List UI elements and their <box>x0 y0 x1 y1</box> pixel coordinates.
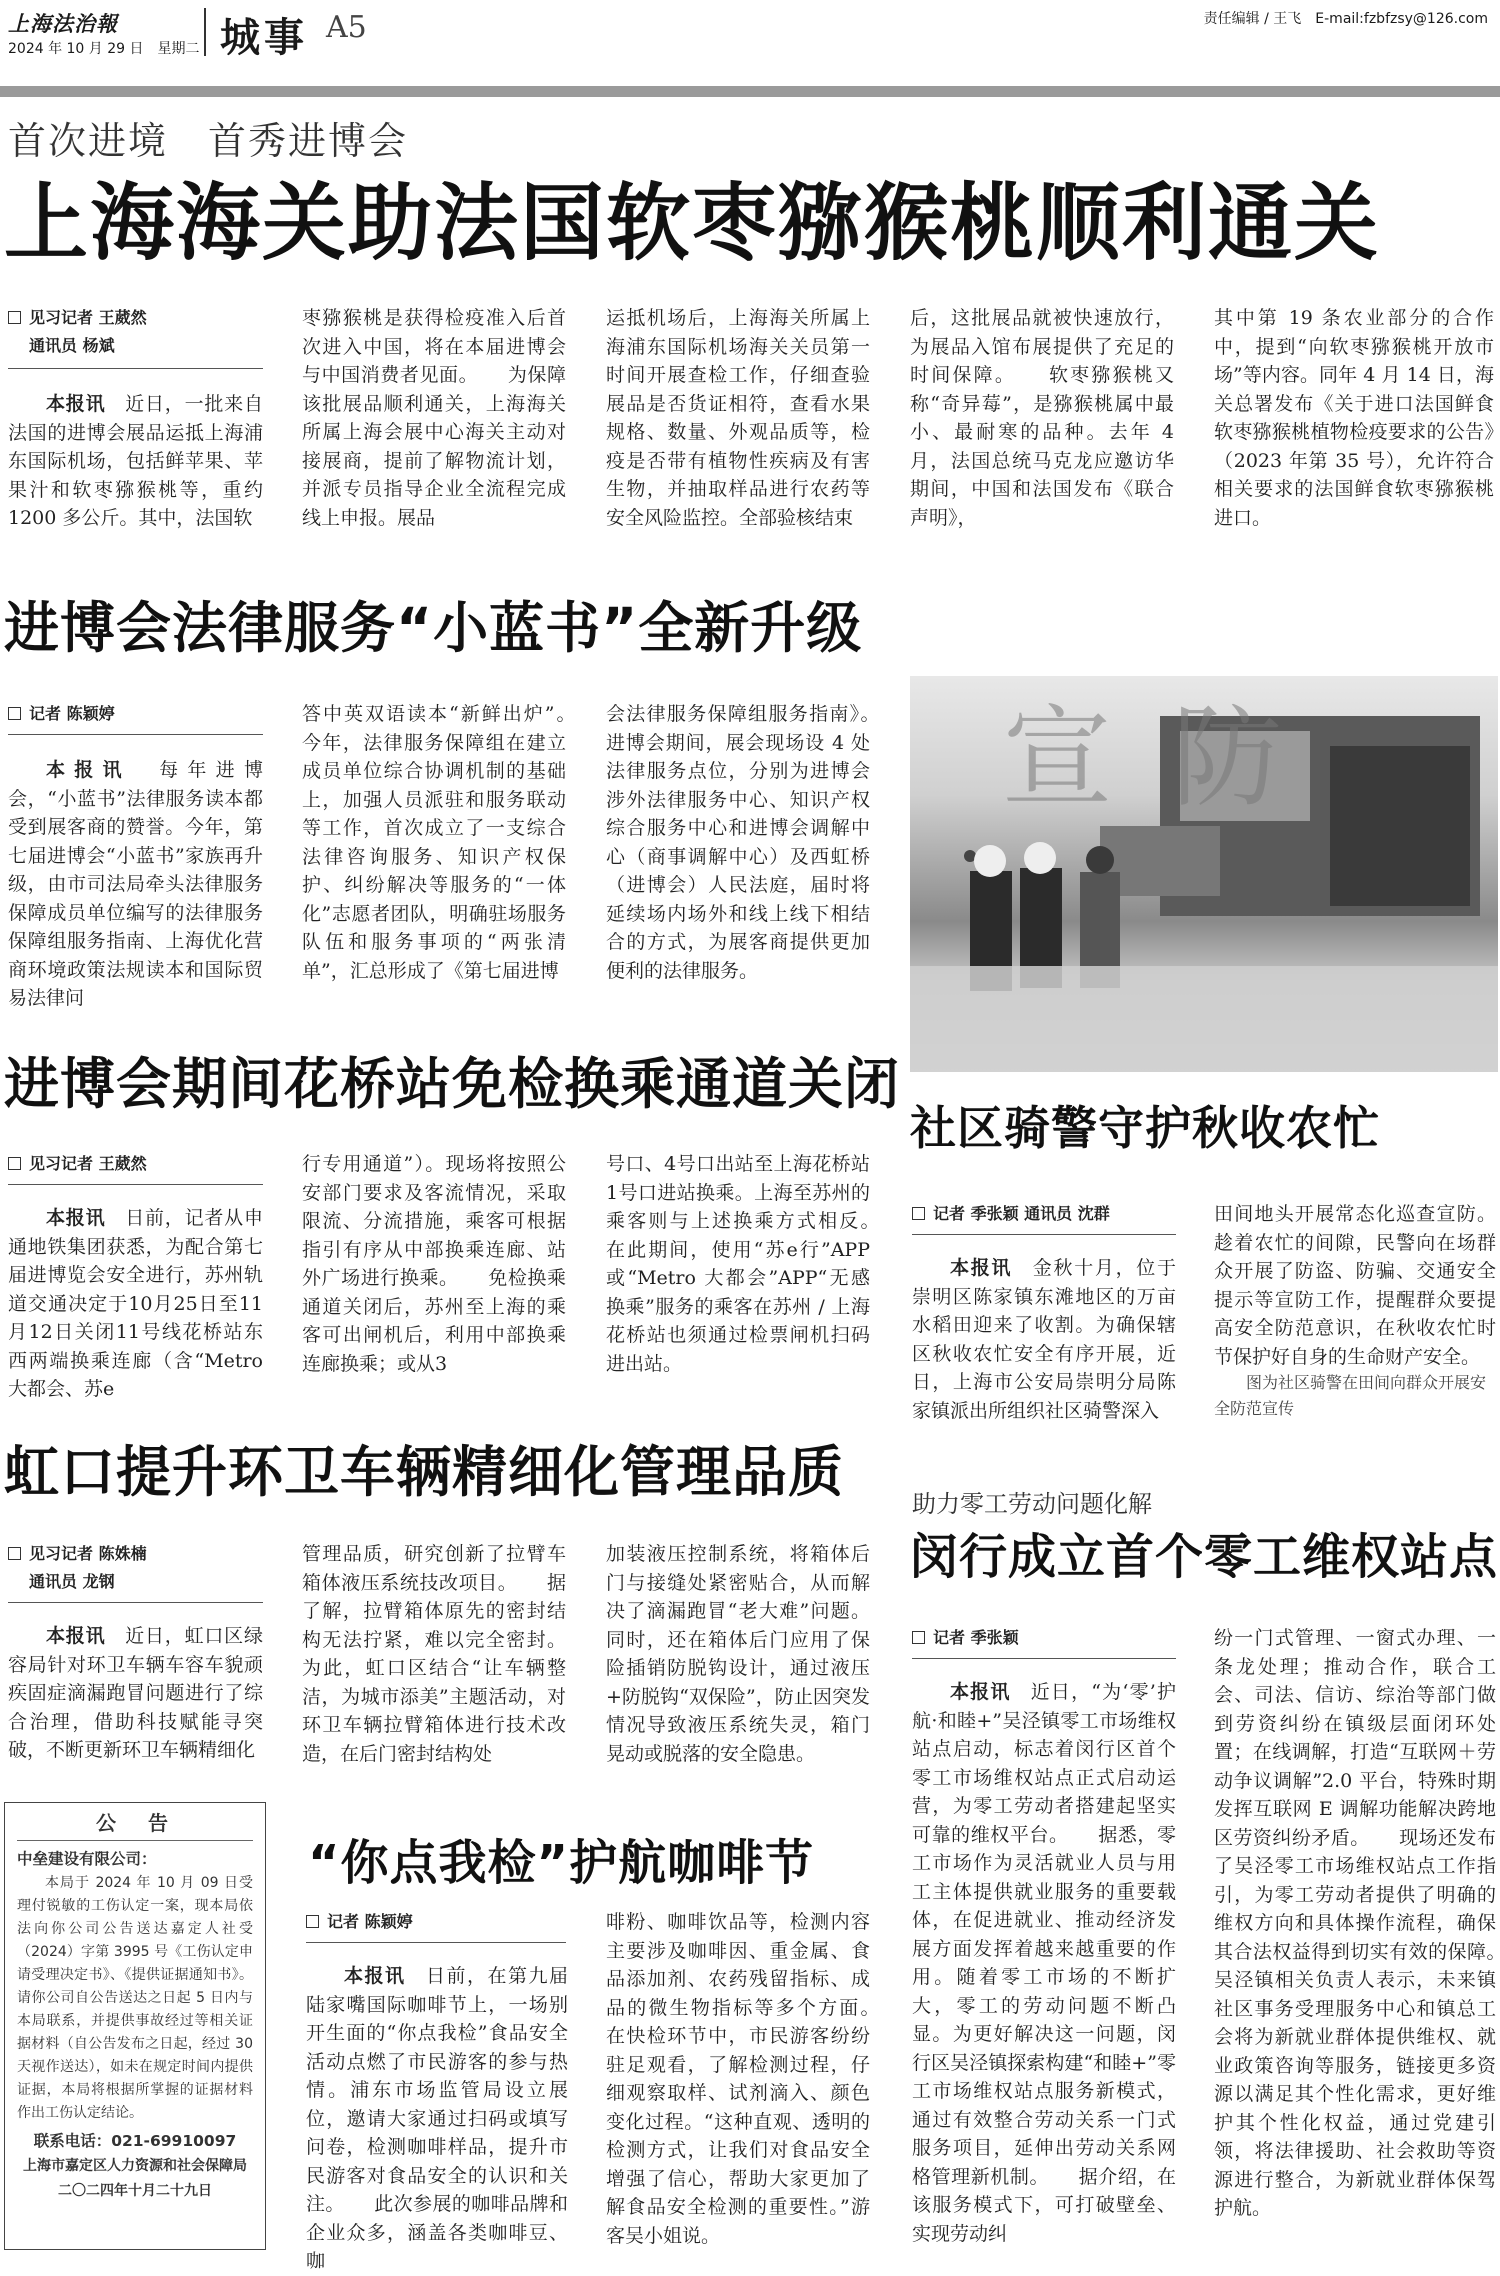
a3-col1: 本报讯 日前，记者从申通地铁集团获悉，为配合第七届进博览会安全进行，苏州轨道交通决定于10月25日至11月12日关闭11号线花桥站东西两端换乘连廊（含“Metro大都会、苏e <box>8 1207 263 1400</box>
square-icon <box>8 311 21 324</box>
header-rule <box>0 86 1500 97</box>
a2-byline: 记者 陈颖婷 <box>8 700 115 728</box>
a4-col1: 本报讯 近日，虹口区绿容局针对环卫车辆车容车貌顽疾固症滴漏跑冒问题进行了综合治理，借助科技赋能寻突破，不断更新环卫车辆精细化 <box>8 1625 263 1761</box>
a2-col1: 本报讯 每年进博会，“小蓝书”法律服务读本都受到展客商的赞誉。今年，第七届进博会“小蓝书”家族再升级，由市司法局牵头法律服务保障成员单位编写的法律服务保障组服务指南、上海优化营商环境政策法规读本和国际贸易法律问 <box>8 759 263 1009</box>
a4-byline: 见习记者 陈姝楠 通讯员 龙钢 <box>8 1540 147 1596</box>
a6-col2: 田间地头开展常态化巡查宣防。趁着农忙的间隙，民警向在场群众开展了防盗、防骗、交通安全提示等宣防工作，提醒群众要提高安全防范意识，在秋收农忙时节保护好自身的生命财产安全。 <box>1214 1203 1496 1368</box>
page-number: A5 <box>326 10 367 45</box>
byline-rule <box>8 734 263 735</box>
public-notice <box>4 1802 266 2250</box>
square-icon <box>8 707 21 720</box>
notice-body: 本局于 2024 年 10 月 09 日受理付锐敏的工伤认定一案，现本局依法向你公司公告送达嘉定人社受（2024）字第 3995 号《工伤认定申请受理决定书》、《提供证据通知书》。请你公司自公告送达之日起 5 日内与本局联系，并提供事故经过等相关证据材料（自公告发布之日起，经过 30 天视作送达），如未在规定时间内提供证据，本局将根据所掌握的证据材料作出工伤认定结论。 <box>17 1875 253 2121</box>
a3-col3: 号口、4号口出站至上海花桥站1号口进站换乘。上海至苏州的乘客则与上述换乘方式相反。 在此期间，使用“苏e行”APP 或“Metro 大都会”APP“无感换乘”服务的乘客在苏州 / 上海花桥站也须通过检票闸机扫码进出站。 <box>606 1153 909 1375</box>
header-divider <box>204 8 206 56</box>
square-icon <box>8 1157 21 1170</box>
notice-title: 公 告 <box>17 1811 253 1841</box>
a6-headline: 社区骑警守护秋收农忙 <box>910 1101 1380 1155</box>
a1-kicker: 首次进境 首秀进博会 <box>8 119 409 163</box>
a7-headline: 闵行成立首个零工维权站点 <box>910 1529 1499 1585</box>
photo-caption: 图为社区骑警在田间向群众开展安全防范宣传 <box>1214 1373 1487 1418</box>
byline-rule <box>306 1942 566 1943</box>
news-photo <box>910 676 1498 1072</box>
editor-info: 责任编辑 / 王飞 E-mail:fzbfzsy@126.com <box>1203 11 1488 27</box>
notice-org: 上海市嘉定区人力资源和社会保障局 <box>23 2158 247 2174</box>
byline-rule <box>912 1234 1176 1235</box>
section-name: 城事 <box>220 14 308 61</box>
a1-headline: 上海海关助法国软枣猕猴桃顺利通关 <box>4 174 1381 272</box>
a5-headline: “你点我检”护航咖啡节 <box>308 1835 815 1891</box>
issue-date: 2024 年 10 月 29 日 星期二 <box>8 41 200 57</box>
a1-col4: 后，这批展品就被快速放行，为展品入馆布展提供了充足的时间保障。 软枣猕猴桃又称“奇异莓”，是猕猴桃属中最小、最耐寒的品种。去年 4 月，法国总统马克龙应邀访华期间，中国和法国发布《联合声明》， <box>910 307 1174 529</box>
a3-headline: 进博会期间花桥站免检换乘通道关闭 <box>4 1052 901 1116</box>
a1-col2: 枣猕猴桃是获得检疫准入后首次进入中国，将在本届进博会与中国消费者见面。 为保障该批展品顺利通关，上海海关所属上海会展中心海关主动对接展商，提前了解物流计划，并派专员指导企业全流程完成线上申报。展品 <box>302 307 566 529</box>
byline-rule <box>8 1184 263 1185</box>
byline-rule <box>8 1602 263 1603</box>
a3-col2: 行专用通道”）。现场将按照公安部门要求及客流情况，采取限流、分流措施，乘客可根据指引有序从中部换乘连廊、站外广场进行换乘。 免检换乘通道关闭后，苏州至上海的乘客可出闸机后，利用中部换乘连廊换乘；或从3 <box>302 1153 566 1375</box>
square-icon <box>912 1631 925 1644</box>
a4-headline: 虹口提升环卫车辆精细化管理品质 <box>4 1440 845 1504</box>
a2-col3: 会法律服务保障组服务指南》。 进博会期间，展会现场设 4 处法律服务点位，分别为进博会涉外法律服务中心、知识产权综合服务中心和进博会调解中心（商事调解中心）及西虹桥（进博会）人民法庭，届时将延续场内场外和线上线下相结合的方式，为展客商提供更加便利的法律服务。 <box>606 703 909 982</box>
masthead-logo: 上海法治報 <box>8 11 118 36</box>
a7-kicker: 助力零工劳动问题化解 <box>912 1490 1152 1518</box>
notice-phone: 联系电话：021-69910097 <box>33 2132 237 2150</box>
a5-col1: 本报讯 日前，在第九届陆家嘴国际咖啡节上，一场别开生面的“你点我检”食品安全活动点燃了市民游客的参与热情。浦东市场监管局设立展位，邀请大家通过扫码或填写问卷，检测咖啡样品，提升市民游客对食品安全的认识和关注。 此次参展的咖啡品牌和企业众多，涵盖各类咖啡豆、咖 <box>306 1965 568 2272</box>
a7-col1: 本报讯 近日，“为‘零’护航·和睦+”吴泾镇零工市场维权站点启动，标志着闵行区首个零工市场维权站点正式启动运营，为零工劳动者搭建起坚实可靠的维权平台。 据悉，零工市场作为灵活就业人员与用工主体提供就业服务的重要载体，在促进就业、推动经济发展方面发挥着越来越重要的作用。随着零工市场的不断扩大，零工的劳动问题不断凸显。为更好解决这一问题，闵行区吴泾镇探索构建“和睦+”零工市场维权站点服务新模式，通过有效整合劳动关系一门式服务项目，延伸出劳动关系网格管理新机制。 据介绍，在该服务模式下，可打破壁垒、实现劳动纠 <box>912 1681 1176 2245</box>
a2-col2: 答中英双语读本“新鲜出炉”。 今年，法律服务保障组在建立成员单位综合协调机制的基础上，加强人员派驻和服务联动等工作，首次成立了一支综合法律咨询服务、知识产权保护、纠纷解决等服务的“一体化”志愿者团队，明确驻场服务队伍和服务事项的“两张清单”，汇总形成了《第七届进博 <box>302 703 605 982</box>
notice-addressee: 中垒建设有限公司： <box>17 1850 157 1868</box>
a5-byline: 记者 陈颖婷 <box>306 1908 413 1936</box>
a6-col1: 本报讯 金秋十月，位于崇明区陈家镇东滩地区的万亩水稻田迎来了收割。为确保辖区秋收农忙安全有序开展，近日，上海市公安局崇明分局陈家镇派出所组织社区骑警深入 <box>912 1257 1176 1422</box>
square-icon <box>912 1207 925 1220</box>
byline-rule <box>8 368 263 369</box>
a4-col2: 管理品质，研究创新了拉臂车箱体液压系统技改项目。 据了解，拉臂箱体原先的密封结构无法拧紧，难以完全密封。为此，虹口区结合“让车辆整洁，为城市添美”主题活动，对环卫车辆拉臂箱体进行技术改造，在后门密封结构处 <box>302 1543 566 1765</box>
a7-col2: 纷一门式管理、一窗式办理、一条龙处理；推动合作，联合工会、司法、信访、综治等部门做到劳资纠纷在镇级层面闭环处置；在线调解，打造“互联网＋劳动争议调解”2.0 平台，特殊时期发挥互联网 E 调解功能解决跨地区劳资纠纷矛盾。 现场还发布了吴泾零工市场维权站点工作指引，为零工劳动者提供了明确的维权方向和具体操作流程，确保其合法权益得到切实有效的保障。 吴泾镇相关负责人表示，未来镇社区事务受理服务中心和镇总工会将为新就业群体提供维权、就业政策咨询等服务，链接更多资源以满足其个性化需求，更好维护其个性化权益，通过党建引领，将法律援助、社会救助等资源进行整合，为新就业群体保驾护航。 <box>1214 1627 1496 2219</box>
photo-watermark: 宣防 <box>1002 694 1342 822</box>
a7-byline: 记者 季张颖 <box>912 1624 1019 1652</box>
a1-col1: 本报讯 近日，一批来自法国的进博会展品运抵上海浦东国际机场，包括鲜苹果、苹果汁和软枣猕猴桃等，重约1200 多公斤。其中，法国软 <box>8 393 263 529</box>
a2-headline: 进博会法律服务“小蓝书”全新升级 <box>4 596 863 660</box>
notice-date: 二〇二四年十月二十九日 <box>58 2183 212 2199</box>
a5-col2: 啡粉、咖啡饮品等，检测内容主要涉及咖啡因、重金属、食品添加剂、农药残留指标、成品的微生物指标等多个方面。 在快检环节中，市民游客纷纷驻足观看，了解检测过程，仔细观察取样、试剂滴入、颜色变化过程。“这种直观、透明的检测方式，让我们对食品安全增强了信心，帮助大家更加了解食品安全检测的重要性。”游客吴小姐说。 <box>606 1911 909 2247</box>
a1-col5: 其中第 19 条农业部分的合作中，提到“向软枣猕猴桃开放市场”等内容。同年 4 月 14 日，海关总署发布《关于进口法国鲜食软枣猕猴桃植物检疫要求的公告》（2023 年第 35 号），允许符合相关要求的法国鲜食软枣猕猴桃进口。 <box>1214 307 1494 529</box>
a1-byline: 见习记者 王葳然 通讯员 杨斌 <box>8 304 147 360</box>
byline-rule <box>912 1658 1176 1659</box>
a6-byline: 记者 季张颖 通讯员 沈群 <box>912 1200 1110 1228</box>
square-icon <box>306 1915 319 1928</box>
square-icon <box>8 1547 21 1560</box>
a3-byline: 见习记者 王葳然 <box>8 1150 147 1178</box>
a1-col3: 运抵机场后，上海海关所属上海浦东国际机场海关关员第一时间开展查检工作，仔细查验展品是否货证相符，查看水果规格、数量、外观品质等，检疫是否带有植物性疾病及有害生物，并抽取样品进行农药等安全风险监控。全部验核结束 <box>606 307 870 529</box>
a4-col3: 加装液压控制系统，将箱体后门与接缝处紧密贴合，从而解决了滴漏跑冒“老大难”问题。同时，还在箱体后门应用了保险插销防脱钩设计，通过液压+防脱钩“双保险”，防止因突发情况导致液压系统失灵，箱门晃动或脱落的安全隐患。 <box>606 1543 870 1765</box>
